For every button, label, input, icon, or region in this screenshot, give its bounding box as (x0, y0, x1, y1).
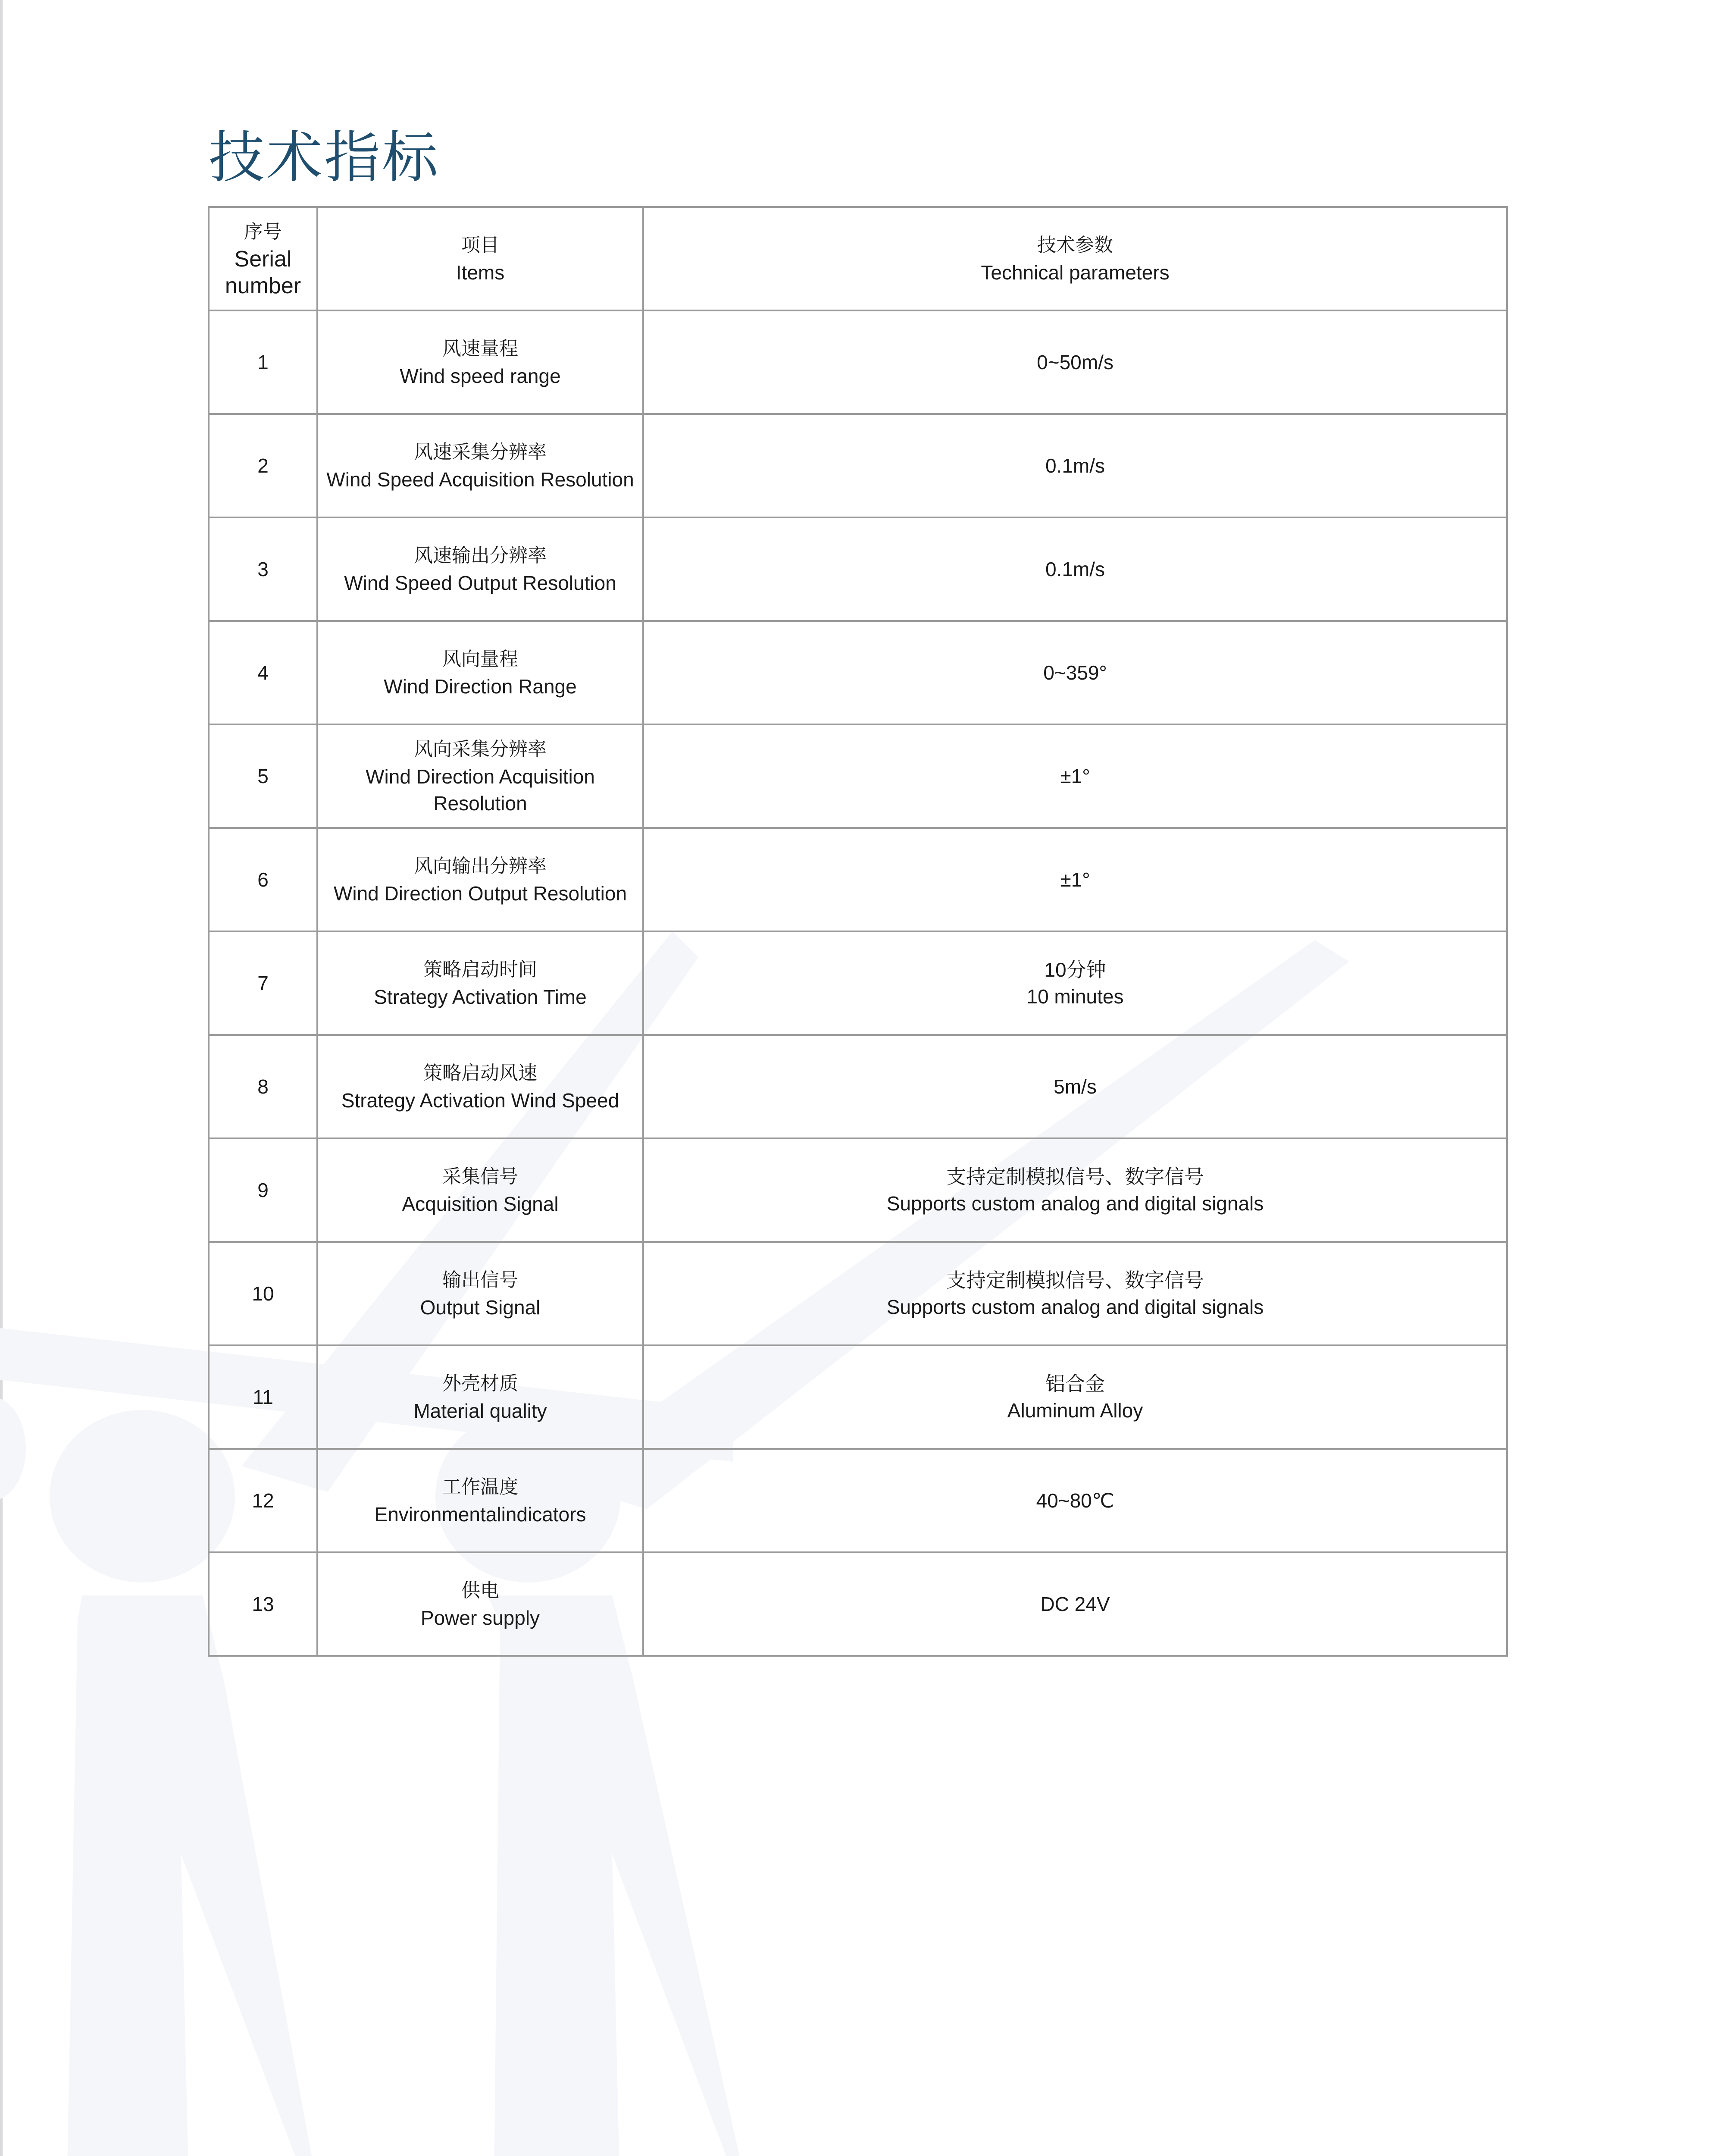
parameter-value: 支持定制模拟信号、数字信号 (946, 1269, 1204, 1291)
serial-number-cell: 4 (209, 621, 317, 724)
table-row (209, 1138, 1507, 1242)
item-name-en: Strategy Activation Time (374, 986, 587, 1008)
item-name-zh: 外壳材质 (442, 1373, 518, 1395)
table-row (209, 1345, 1507, 1449)
parameter-value: 10分钟 (1044, 959, 1106, 981)
header-serial-number (209, 207, 317, 310)
item-cell (317, 621, 643, 724)
parameter-value: 0.1m/s (1045, 454, 1105, 477)
header-items-zh: 项目 (461, 234, 499, 256)
item-cell (317, 1552, 643, 1656)
item-cell (317, 1242, 643, 1345)
header-technical-parameters (643, 207, 1507, 310)
item-name-en: Output Signal (420, 1296, 541, 1319)
item-cell (317, 931, 643, 1035)
table-row (209, 414, 1507, 517)
table-row (209, 1449, 1507, 1552)
item-name-zh: 风向输出分辨率 (414, 855, 547, 877)
header-serial-zh: 序号 (244, 221, 282, 243)
item-name-en: Environmentalindicators (374, 1503, 586, 1526)
item-cell (317, 1035, 643, 1138)
parameter-value-cell (643, 1138, 1507, 1242)
table-row (209, 724, 1507, 828)
parameter-value: 0~359° (1043, 661, 1107, 684)
item-name-zh: 风速输出分辨率 (414, 545, 547, 567)
item-name-en: Wind Speed Acquisition Resolution (326, 468, 634, 491)
item-name-zh: 风速采集分辨率 (414, 441, 547, 463)
parameter-value: 0.1m/s (1045, 558, 1105, 580)
parameter-value-cell (643, 414, 1507, 517)
item-name-zh: 策略启动时间 (423, 959, 537, 981)
item-name-zh: 输出信号 (442, 1269, 518, 1291)
item-name-zh: 风向量程 (442, 648, 518, 670)
table-row (209, 517, 1507, 621)
parameter-value-cell (643, 1035, 1507, 1138)
serial-number-cell: 13 (209, 1552, 317, 1656)
item-name-zh: 风向采集分辨率 (414, 738, 547, 760)
serial-number-cell: 1 (209, 310, 317, 414)
item-name-zh: 工作温度 (442, 1476, 518, 1498)
table-header-row (209, 207, 1507, 310)
parameter-value-cell (643, 1552, 1507, 1656)
table-row (209, 1552, 1507, 1656)
parameter-value-secondary: Supports custom analog and digital signals (886, 1192, 1264, 1215)
serial-number-cell: 2 (209, 414, 317, 517)
item-cell (317, 1138, 643, 1242)
item-name-zh: 供电 (461, 1579, 499, 1601)
header-serial-en-1: Serial (234, 247, 292, 272)
parameter-value: ±1° (1060, 868, 1090, 891)
parameter-value: 支持定制模拟信号、数字信号 (946, 1166, 1204, 1188)
table-row (209, 931, 1507, 1035)
parameter-value-cell (643, 724, 1507, 828)
item-cell (317, 414, 643, 517)
parameter-value: 5m/s (1054, 1075, 1097, 1098)
parameter-value: 0~50m/s (1037, 351, 1114, 373)
item-name-en: Wind Direction Range (384, 675, 577, 698)
table-row (209, 621, 1507, 724)
item-name-en: Acquisition Signal (402, 1193, 559, 1215)
parameter-value-secondary: 10 minutes (1026, 985, 1124, 1008)
header-serial-en-2: number (225, 273, 301, 298)
item-cell (317, 828, 643, 931)
serial-number-cell: 12 (209, 1449, 317, 1552)
table-row (209, 1242, 1507, 1345)
serial-number-cell: 10 (209, 1242, 317, 1345)
serial-number-cell: 8 (209, 1035, 317, 1138)
table-row (209, 310, 1507, 414)
parameter-value-secondary: Supports custom analog and digital signals (886, 1296, 1264, 1318)
parameter-value-secondary: Aluminum Alloy (1007, 1399, 1143, 1422)
parameter-value: 40~80℃ (1036, 1489, 1114, 1512)
parameter-value-cell (643, 1242, 1507, 1345)
header-params-zh: 技术参数 (1037, 234, 1113, 256)
serial-number-cell: 9 (209, 1138, 317, 1242)
serial-number-cell: 7 (209, 931, 317, 1035)
item-name-en: Strategy Activation Wind Speed (341, 1089, 619, 1112)
item-name-en: Material quality (413, 1400, 547, 1422)
serial-number-cell: 5 (209, 724, 317, 828)
parameter-value: ±1° (1060, 765, 1090, 787)
item-name-en: Power supply (420, 1607, 540, 1629)
serial-number-cell: 6 (209, 828, 317, 931)
parameter-value-cell (643, 517, 1507, 621)
item-name-en: Wind Direction Acquisition Resolution (366, 765, 595, 815)
item-name-zh: 策略启动风速 (423, 1062, 537, 1084)
table-row (209, 1035, 1507, 1138)
serial-number-cell: 11 (209, 1345, 317, 1449)
page-title: 技术指标 (209, 125, 440, 190)
technical-specifications-table (208, 206, 1508, 1657)
table-row (209, 828, 1507, 931)
item-cell (317, 1345, 643, 1449)
parameter-value: DC 24V (1040, 1593, 1110, 1615)
item-cell (317, 517, 643, 621)
item-name-zh: 风速量程 (442, 338, 518, 360)
header-items (317, 207, 643, 310)
header-items-en: Items (456, 261, 505, 284)
item-name-en: Wind speed range (400, 365, 561, 387)
parameter-value-cell (643, 1449, 1507, 1552)
parameter-value-cell (643, 828, 1507, 931)
parameter-value: 铝合金 (1045, 1373, 1105, 1395)
header-params-en: Technical parameters (981, 261, 1170, 284)
item-cell (317, 724, 643, 828)
item-name-en: Wind Speed Output Resolution (344, 572, 616, 594)
parameter-value-cell (643, 1345, 1507, 1449)
parameter-value-cell (643, 621, 1507, 724)
item-name-zh: 采集信号 (442, 1166, 518, 1188)
parameter-value-cell (643, 310, 1507, 414)
serial-number-cell: 3 (209, 517, 317, 621)
item-name-en: Wind Direction Output Resolution (333, 882, 627, 905)
item-cell (317, 310, 643, 414)
parameter-value-cell (643, 931, 1507, 1035)
item-cell (317, 1449, 643, 1552)
